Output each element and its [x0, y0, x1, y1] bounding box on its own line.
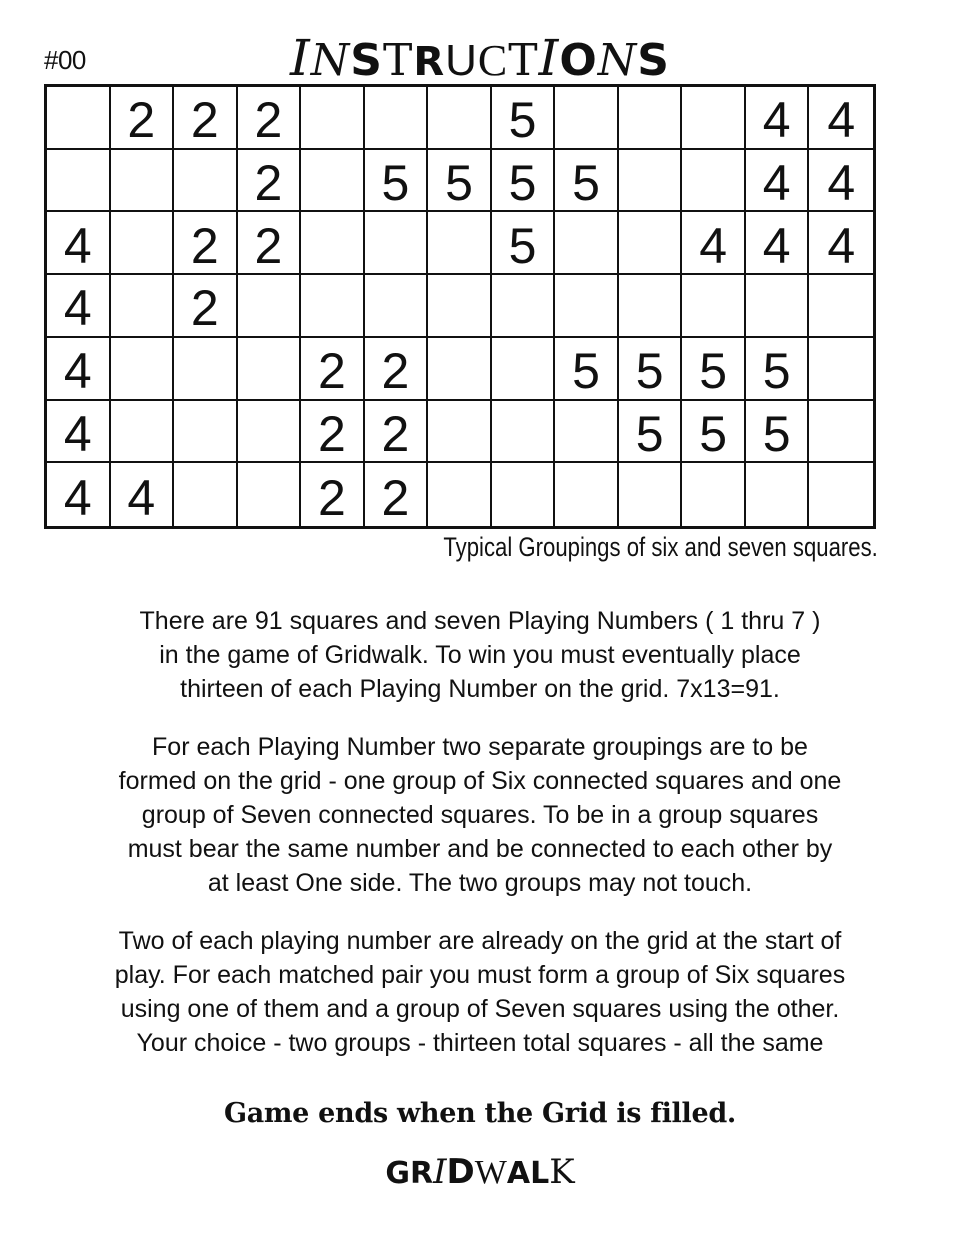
grid-cell[interactable]	[111, 275, 175, 338]
brand-letter: G	[385, 1156, 410, 1191]
title-letter: T	[508, 35, 539, 86]
grid-cell[interactable]	[619, 463, 683, 526]
grid-cell[interactable]	[809, 338, 873, 401]
grid-cell[interactable]: 2	[174, 275, 238, 338]
grid-cell[interactable]	[365, 212, 429, 275]
page-title	[0, 30, 960, 90]
grid-cell[interactable]	[619, 212, 683, 275]
title-letter: N	[597, 35, 638, 86]
grid-cell[interactable]: 5	[428, 150, 492, 213]
grid-cell[interactable]	[619, 150, 683, 213]
grid-cell[interactable]: 5	[746, 401, 810, 464]
grid-cell[interactable]	[492, 275, 556, 338]
grid-cell[interactable]: 4	[746, 212, 810, 275]
grid-cell[interactable]: 5	[619, 338, 683, 401]
grid-cell[interactable]	[174, 338, 238, 401]
brand-letter: L	[530, 1156, 550, 1191]
brand-letter: I	[433, 1152, 447, 1192]
grid-cell[interactable]	[111, 150, 175, 213]
grid-caption: Typical Groupings of six and seven squares.	[443, 532, 878, 562]
title-letter: O	[559, 35, 598, 86]
brand-wordmark	[0, 1152, 960, 1192]
grid-cell[interactable]: 4	[47, 212, 111, 275]
paragraph-line: Your choice - two groups - thirteen total squares - all the same	[136, 1029, 824, 1057]
grid-cell[interactable]	[555, 212, 619, 275]
grid-cell[interactable]: 4	[111, 463, 175, 526]
grid-cell[interactable]	[555, 401, 619, 464]
grid-cell[interactable]: 2	[365, 401, 429, 464]
paragraph-line: For each Playing Number two separate groupings are to be	[152, 733, 808, 761]
grid-cell[interactable]	[365, 275, 429, 338]
grid-cell[interactable]	[428, 463, 492, 526]
grid-cell[interactable]	[238, 463, 302, 526]
paragraph-line: There are 91 squares and seven Playing Numbers ( 1 thru 7 )	[139, 607, 821, 635]
page-number: #00	[44, 45, 86, 75]
grid-cell[interactable]: 5	[492, 150, 556, 213]
grid-cell[interactable]: 5	[365, 150, 429, 213]
grid-cell[interactable]: 2	[365, 338, 429, 401]
paragraph-line: play. For each matched pair you must form a group of Six squares	[114, 961, 846, 989]
brand-letter: D	[446, 1152, 475, 1192]
grid-cell[interactable]: 5	[682, 401, 746, 464]
grid-cell[interactable]	[301, 150, 365, 213]
grid-cell[interactable]	[682, 150, 746, 213]
grid-cell[interactable]: 5	[555, 338, 619, 401]
grid-cell[interactable]: 2	[111, 87, 175, 150]
grid-cell[interactable]	[492, 463, 556, 526]
grid-cell[interactable]	[174, 150, 238, 213]
grid-cell[interactable]: 5	[619, 401, 683, 464]
grid-cell[interactable]	[428, 338, 492, 401]
grid-cell[interactable]	[428, 275, 492, 338]
grid-cell[interactable]	[555, 87, 619, 150]
grid-cell[interactable]	[428, 87, 492, 150]
title-letter: N	[310, 35, 351, 86]
grid-cell[interactable]: 4	[682, 212, 746, 275]
grid-cell[interactable]: 5	[555, 150, 619, 213]
grid-cell[interactable]	[746, 463, 810, 526]
title-letter: S	[350, 35, 383, 86]
grid-cell[interactable]: 4	[809, 150, 873, 213]
brand-letter: K	[549, 1152, 575, 1192]
title-letter: C	[477, 36, 509, 85]
grid-cell[interactable]	[301, 87, 365, 150]
grid-cell[interactable]	[746, 275, 810, 338]
grid-cell[interactable]: 4	[809, 87, 873, 150]
grid-cell[interactable]: 4	[47, 401, 111, 464]
grid-cell[interactable]	[492, 401, 556, 464]
paragraph-line: in the game of Gridwalk. To win you must eventually place	[159, 641, 801, 669]
grid-cell[interactable]	[619, 275, 683, 338]
grid-cell[interactable]	[682, 87, 746, 150]
brand-letter: A	[506, 1156, 531, 1191]
grid-cell[interactable]	[301, 275, 365, 338]
game-end-note: Game ends when the Grid is filled.	[223, 1098, 737, 1129]
grid-cell[interactable]	[174, 401, 238, 464]
grid-cell[interactable]: 2	[174, 87, 238, 150]
paragraph-line: Two of each playing number are already on the grid at the start of	[118, 927, 842, 955]
grid-cell[interactable]: 5	[682, 338, 746, 401]
grid-cell[interactable]: 5	[746, 338, 810, 401]
grid-cell[interactable]	[47, 87, 111, 150]
grid-cell[interactable]: 2	[174, 212, 238, 275]
grid-cell[interactable]	[238, 401, 302, 464]
grid-cell[interactable]	[111, 338, 175, 401]
grid-cell[interactable]	[809, 275, 873, 338]
grid-cell[interactable]	[428, 212, 492, 275]
paragraph-line: using one of them and a group of Seven squares using the other.	[120, 995, 840, 1023]
grouping-rules-paragraph	[40, 730, 920, 900]
grid-cell[interactable]	[365, 87, 429, 150]
title-letter: T	[382, 35, 414, 86]
start-rules-paragraph	[40, 924, 920, 1060]
title-letter: R	[413, 39, 446, 85]
grid-cell[interactable]: 2	[365, 463, 429, 526]
grid-cell[interactable]	[301, 212, 365, 275]
grid-cell[interactable]: 4	[47, 275, 111, 338]
title-letter: I	[538, 29, 560, 87]
grid-cell[interactable]	[238, 275, 302, 338]
paragraph-line: must bear the same number and be connected to each other by	[127, 835, 833, 863]
grid-cell[interactable]: 4	[746, 87, 810, 150]
title-letter: U	[445, 36, 478, 85]
grid-cell[interactable]	[555, 463, 619, 526]
paragraph-line: group of Seven connected squares. To be in a group squares	[141, 801, 819, 829]
grid-cell[interactable]	[619, 87, 683, 150]
grid-cell[interactable]: 4	[47, 463, 111, 526]
grid-cell[interactable]: 5	[492, 212, 556, 275]
grid-cell[interactable]: 2	[301, 401, 365, 464]
brand-letter: R	[410, 1156, 434, 1191]
paragraph-line: at least One side. The two groups may not touch.	[207, 869, 753, 897]
intro-paragraph	[40, 604, 920, 706]
grid-cell[interactable]	[111, 212, 175, 275]
grid-cell[interactable]	[111, 401, 175, 464]
grid-cell[interactable]	[492, 338, 556, 401]
paragraph-line: thirteen of each Playing Number on the grid. 7x13=91.	[180, 675, 780, 703]
grid-cell[interactable]: 5	[492, 87, 556, 150]
grid-cell[interactable]: 2	[238, 87, 302, 150]
grid-cell[interactable]: 2	[238, 150, 302, 213]
grid-cell[interactable]	[238, 338, 302, 401]
grid-cell[interactable]	[174, 463, 238, 526]
grid-cell[interactable]: 2	[301, 338, 365, 401]
grid-cell[interactable]	[682, 275, 746, 338]
grid-cell[interactable]	[47, 150, 111, 213]
title-letter: I	[289, 29, 311, 87]
grid-cell[interactable]: 2	[238, 212, 302, 275]
title-letter: S	[637, 35, 670, 86]
grid-cell[interactable]	[555, 275, 619, 338]
grid-cell[interactable]: 4	[746, 150, 810, 213]
grid-cell[interactable]	[428, 401, 492, 464]
grid-cell[interactable]: 4	[47, 338, 111, 401]
brand-letter: W	[474, 1154, 507, 1191]
grid-cell[interactable]	[809, 463, 873, 526]
game-grid	[44, 84, 876, 529]
grid-cell[interactable]	[682, 463, 746, 526]
paragraph-line: formed on the grid - one group of Six connected squares and one	[118, 767, 842, 795]
grid-cell[interactable]: 2	[301, 463, 365, 526]
grid-cell[interactable]	[809, 401, 873, 464]
grid-cell[interactable]: 4	[809, 212, 873, 275]
